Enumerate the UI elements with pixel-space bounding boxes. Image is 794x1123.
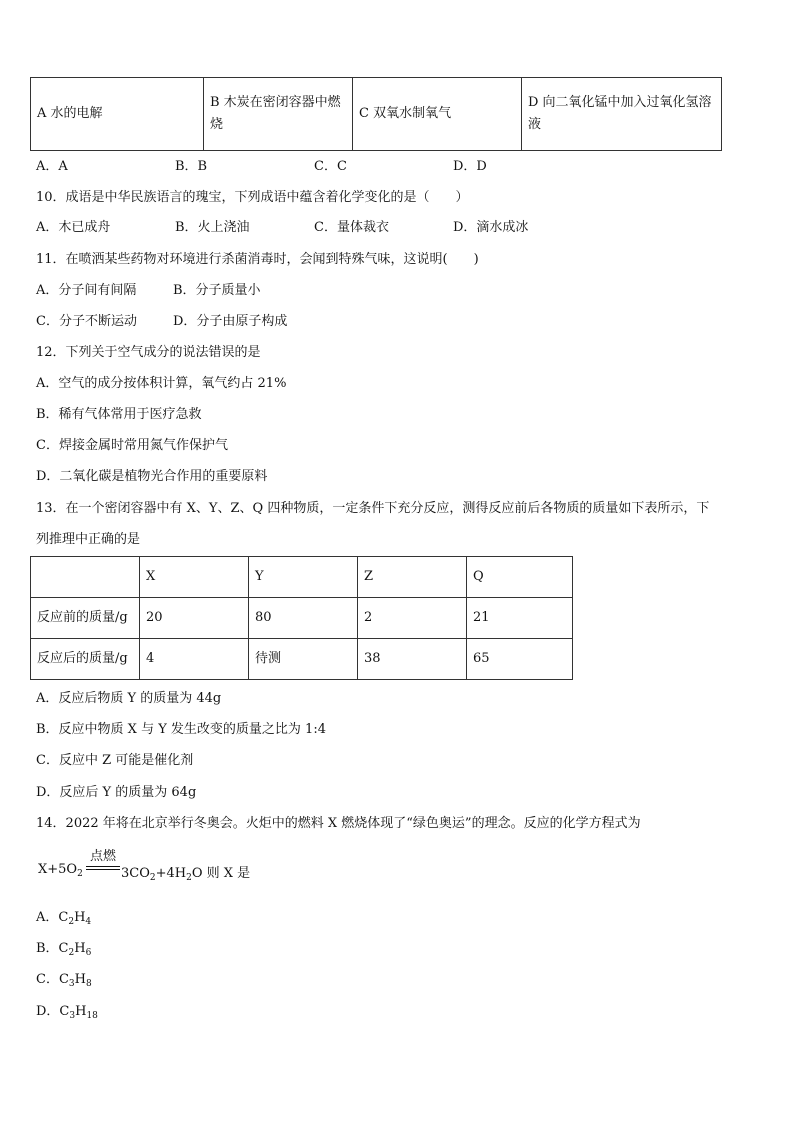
q11-option-c: C．分子不断运动 <box>36 314 137 329</box>
q13-option-c: C．反应中 Z 可能是催化剂 <box>36 753 194 768</box>
table-cell: 4 <box>140 639 249 680</box>
q9-option-b: B．B <box>175 159 208 174</box>
table-row <box>31 598 573 639</box>
eq-right-a: 3CO <box>121 866 150 881</box>
table-cell: 反应前的质量/g <box>31 598 140 639</box>
table-cell: 80 <box>249 598 358 639</box>
q10-option-c: C．量体裁衣 <box>314 220 389 235</box>
eq-right-a-sub: 2 <box>149 873 156 883</box>
eq-right-b: +4H <box>155 866 187 881</box>
q11-option-a: A．分子间有间隔 <box>36 283 137 298</box>
q10-option-d: D．滴水成冰 <box>453 220 529 235</box>
eq-condition: 点燃 <box>90 849 117 864</box>
q12-option-d: D．二氧化碳是植物光合作用的重要原料 <box>36 469 268 484</box>
table-cell: Q <box>467 557 573 598</box>
q13-option-d: D．反应后 Y 的质量为 64g <box>36 785 197 800</box>
q14-option-c: C．$C_3H_8$ <box>36 972 92 989</box>
options-table <box>30 77 722 151</box>
table-cell: 待测 <box>249 639 358 680</box>
table-row <box>31 557 573 598</box>
q10-option-b: B．火上浇油 <box>175 220 250 235</box>
table-cell: Y <box>249 557 358 598</box>
table-cell <box>31 557 140 598</box>
eq-double-line <box>86 866 120 870</box>
table-cell: A 水的电解 <box>31 78 204 151</box>
q13-option-b: B．反应中物质 X 与 Y 发生改变的质量之比为 1:4 <box>36 722 326 737</box>
table-cell: D 向二氧化锰中加入过氧化氢溶液 <box>522 78 722 151</box>
table-cell: B 木炭在密闭容器中燃烧 <box>204 78 353 151</box>
table-cell: C 双氧水制氧气 <box>353 78 522 151</box>
table-cell: Z <box>358 557 467 598</box>
q12-option-c: C．焊接金属时常用氮气作保护气 <box>36 438 228 453</box>
q13-option-a: A．反应后物质 Y 的质量为 44g <box>36 691 222 706</box>
q14-option-b: B．$C_2H_6$ <box>36 941 92 958</box>
eq-tail: O 则 X 是 <box>191 866 251 881</box>
table-cell: 65 <box>467 639 573 680</box>
table-cell: 38 <box>358 639 467 680</box>
table-row <box>31 639 573 680</box>
q11-option-d: D．分子由原子构成 <box>173 314 288 329</box>
table-cell: 20 <box>140 598 249 639</box>
q12-option-a: A．空气的成分按体积计算，氧气约占 21% <box>36 376 287 391</box>
q13-stem-line1: 13．在一个密闭容器中有 X、Y、Z、Q 四种物质，一定条件下充分反应，测得反应前后各物质的质量如下表所示，下 <box>36 501 710 516</box>
q12-option-b: B．稀有气体常用于医疗急救 <box>36 407 202 422</box>
table-cell: 反应后的质量/g <box>31 639 140 680</box>
q14-option-d: D．$C_3H_{18}$ <box>36 1004 98 1021</box>
table-cell: X <box>140 557 249 598</box>
eq-left-sub: 2 <box>77 869 83 879</box>
q9-option-c: C．C <box>314 159 347 174</box>
q14-stem: 14．2022 年将在北京举行冬奥会。火炬中的燃料 X 燃烧体现了“绿色奥运”的理念。反应的化学方程式为 <box>36 816 641 831</box>
q9-option-a: A．A <box>36 159 68 174</box>
q12-stem: 12．下列关于空气成分的说法错误的是 <box>36 345 261 360</box>
q13-stem-line2: 列推理中正确的是 <box>36 532 141 547</box>
q10-stem: 10．成语是中华民族语言的瑰宝，下列成语中蕴含着化学变化的是（ ） <box>36 190 469 205</box>
q11-option-b: B．分子质量小 <box>173 283 261 298</box>
table-cell: 2 <box>358 598 467 639</box>
q11-stem: 11．在喷洒某些药物对环境进行杀菌消毒时，会闻到特殊气味，这说明( ) <box>36 252 479 267</box>
mass-table <box>30 556 573 680</box>
q10-option-a: A．木已成舟 <box>36 220 111 235</box>
table-cell: 21 <box>467 598 573 639</box>
eq-left: X+5O <box>38 862 78 877</box>
eq-right-b-sub: 2 <box>186 873 192 883</box>
q14-option-a: A．$C_2H_4$ <box>36 910 92 927</box>
q9-option-d: D．D <box>453 159 487 174</box>
